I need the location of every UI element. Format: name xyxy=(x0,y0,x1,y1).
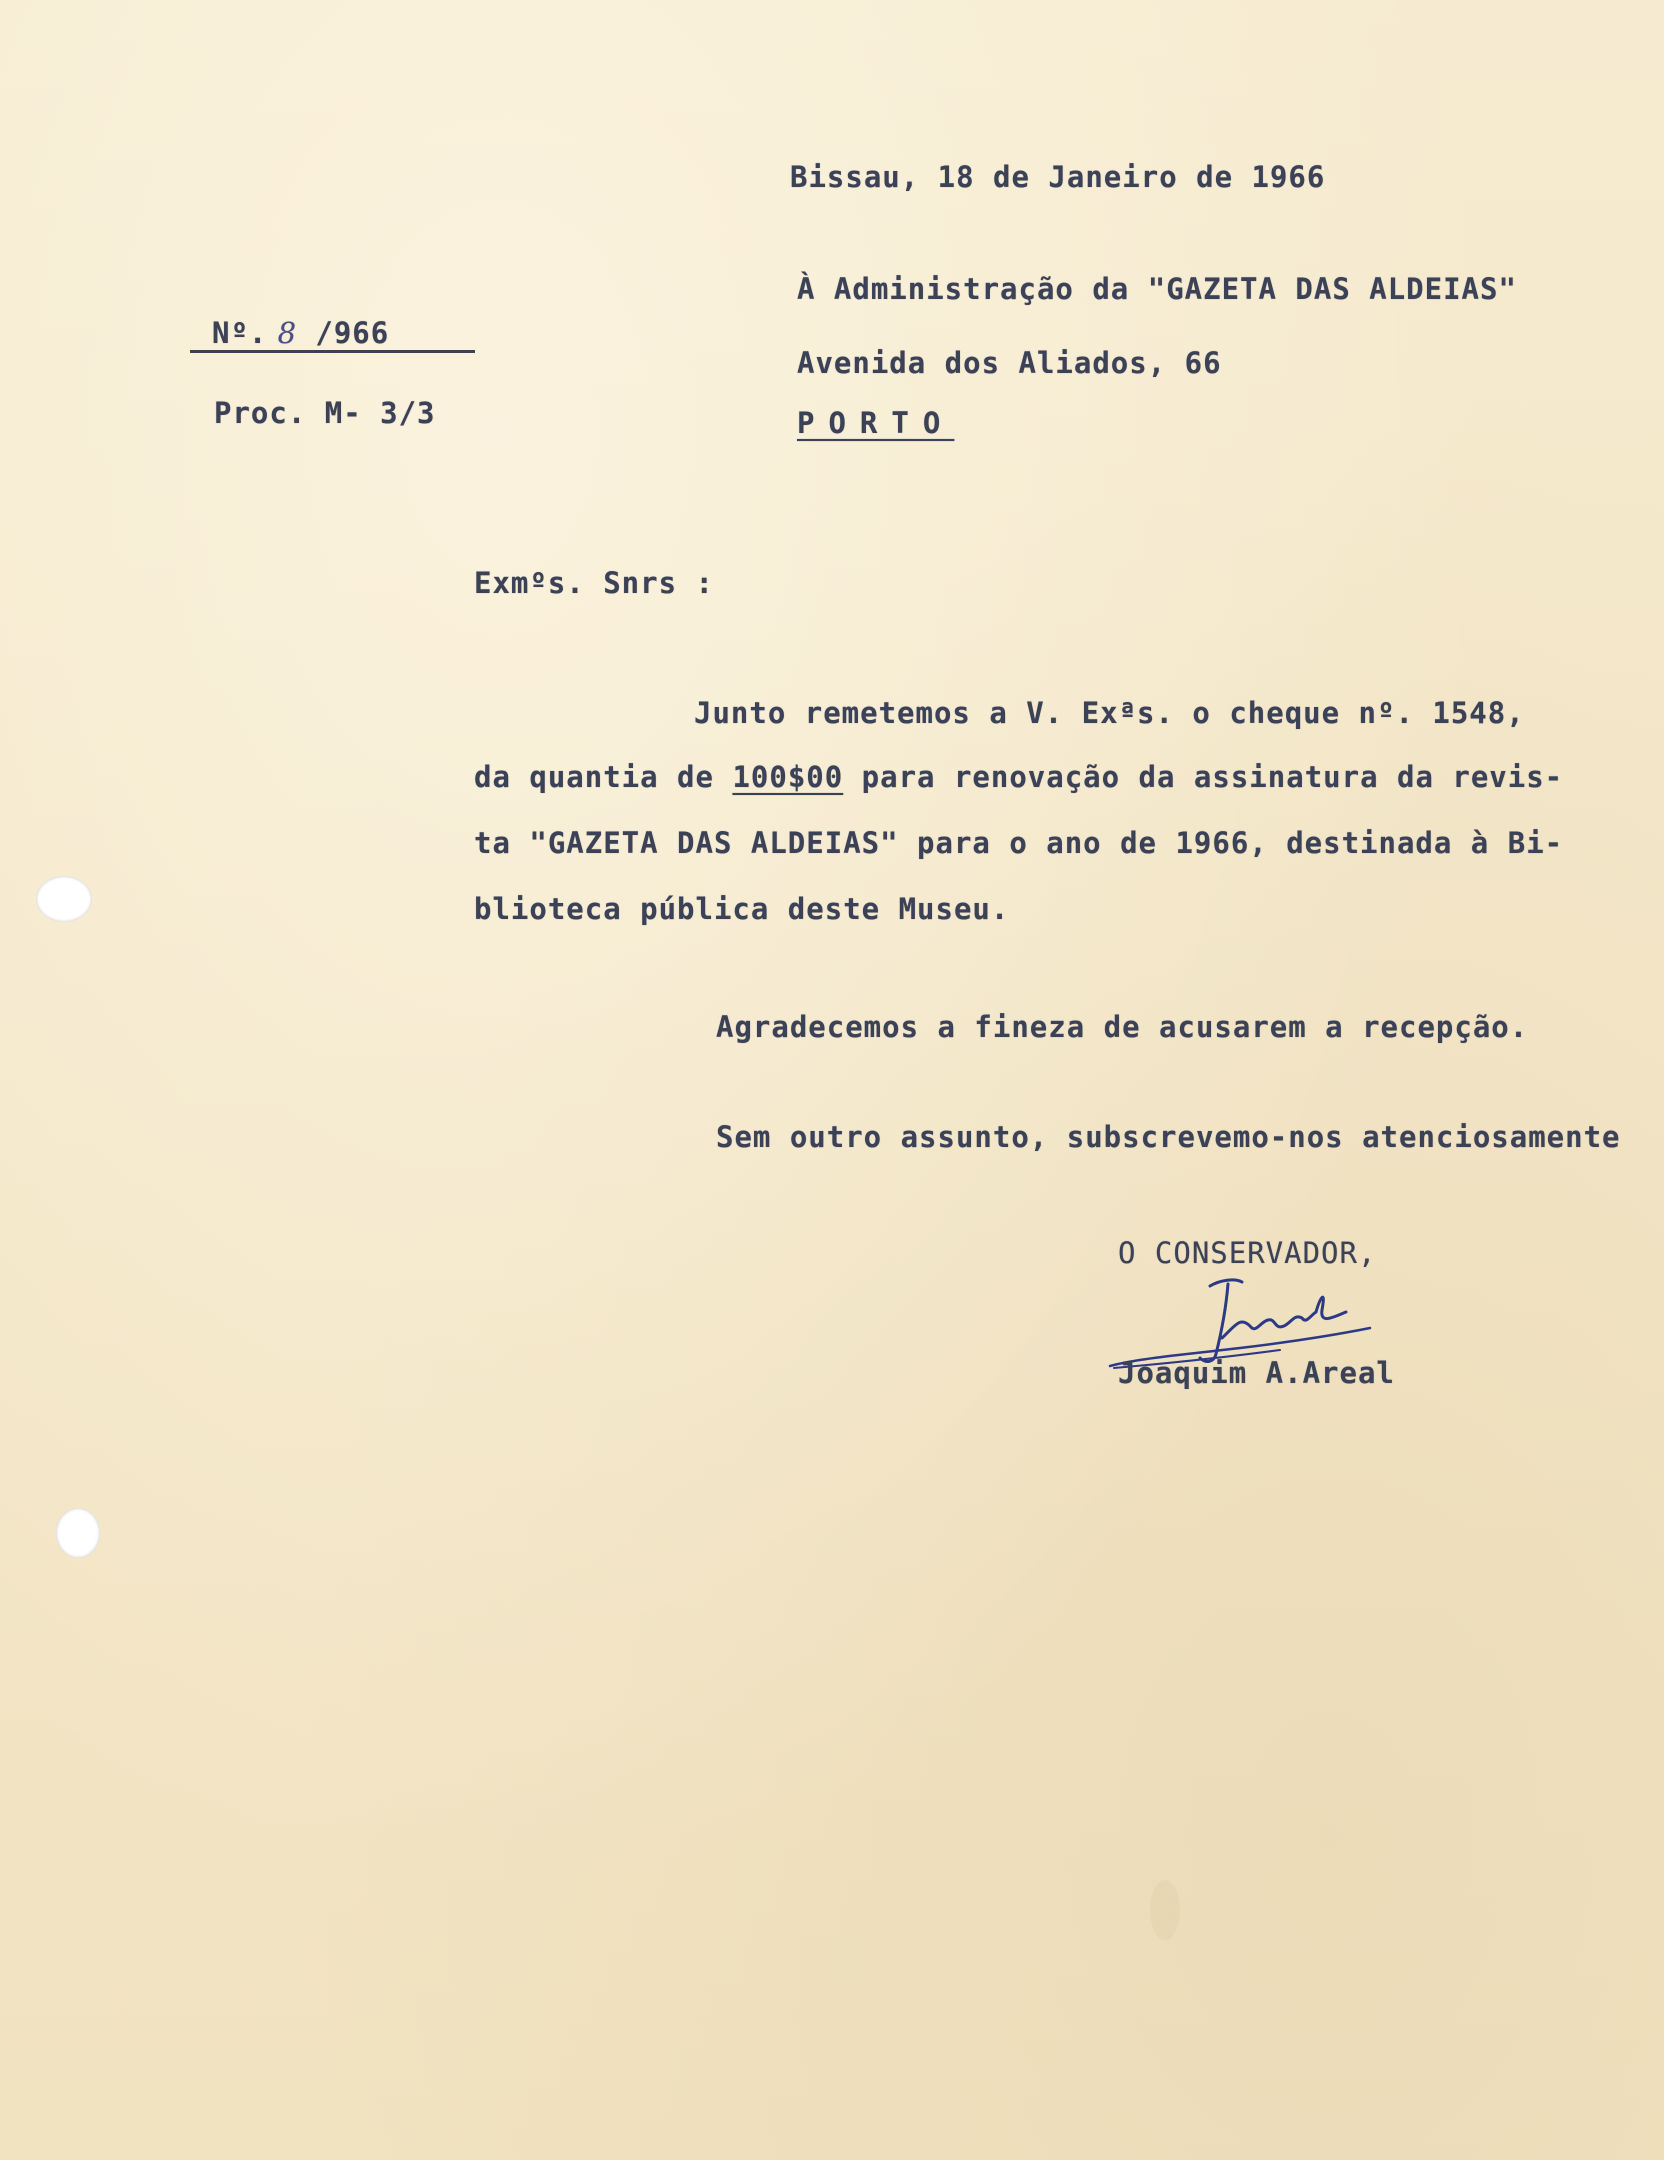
place-date: Bissau, 18 de Janeiro de 1966 xyxy=(790,160,1326,194)
body-line-4: blioteca pública deste Museu. xyxy=(474,892,1010,926)
reference-prefix: Nº. xyxy=(212,316,268,350)
process-reference: Proc. M- 3/3 xyxy=(214,396,436,430)
salutation: Exmºs. Snrs : xyxy=(474,566,714,600)
signatory-name: Joaquim A.Areal xyxy=(1118,1356,1395,1390)
reference-handwritten-number: 8 xyxy=(277,316,298,350)
reference-number xyxy=(212,316,389,350)
recipient-line-2: Avenida dos Aliados, 66 xyxy=(797,346,1222,380)
recipient-line-1: À Administração da "GAZETA DAS ALDEIAS" xyxy=(797,272,1517,306)
body-paragraph-2: Agradecemos a fineza de acusarem a recepção. xyxy=(716,1010,1529,1044)
reference-underline xyxy=(190,350,475,353)
paper-stain xyxy=(1150,1880,1180,1940)
body-line-2 xyxy=(474,760,1563,794)
punch-hole-bottom xyxy=(56,1508,100,1558)
closing-title: O CONSERVADOR, xyxy=(1118,1236,1377,1270)
punch-hole-top xyxy=(36,876,92,922)
body-line-1: Junto remetemos a V. Exªs. o cheque nº. 1548, xyxy=(694,696,1525,730)
body-paragraph-3: Sem outro assunto, subscrevemo-nos atenciosamente xyxy=(716,1120,1621,1154)
recipient-city: PORTO xyxy=(797,406,955,440)
body-line-2-end: para renovação da assinatura da revis- xyxy=(843,760,1564,794)
reference-year: /966 xyxy=(315,316,390,350)
cheque-amount: 100$00 xyxy=(732,760,844,794)
body-line-3: ta "GAZETA DAS ALDEIAS" para o ano de 1966, destinada à Bi- xyxy=(474,826,1564,860)
body-line-2-start: da quantia de xyxy=(474,760,733,794)
